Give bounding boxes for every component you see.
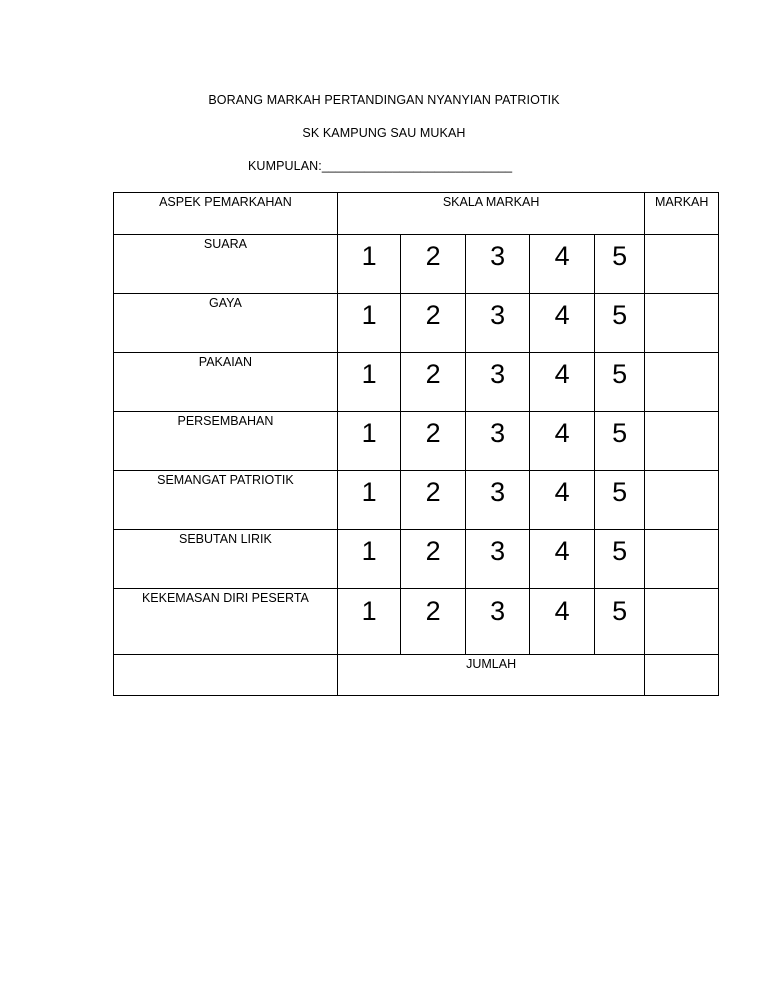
aspek-label: PERSEMBAHAN	[177, 414, 274, 428]
scale-value: 1	[361, 241, 377, 271]
aspek-cell	[114, 235, 338, 294]
scale-value: 5	[612, 241, 628, 271]
markah-input-cell[interactable]	[645, 353, 719, 412]
table-header-row	[114, 193, 719, 235]
scale-option[interactable]	[594, 412, 644, 471]
aspek-cell	[114, 294, 338, 353]
scale-option[interactable]	[337, 412, 401, 471]
aspek-label: GAYA	[208, 296, 242, 310]
scale-option[interactable]	[465, 412, 530, 471]
scale-value: 5	[612, 359, 628, 389]
scale-value: 2	[425, 536, 441, 566]
aspek-cell	[114, 589, 338, 655]
scale-option[interactable]	[594, 294, 644, 353]
scale-option[interactable]	[337, 471, 401, 530]
table-row	[114, 294, 719, 353]
scale-value: 5	[612, 596, 628, 626]
scale-option[interactable]	[594, 235, 644, 294]
table-row	[114, 471, 719, 530]
group-name-field[interactable]: KUMPULAN:___________________________	[248, 159, 513, 173]
markah-input-cell[interactable]	[645, 412, 719, 471]
aspek-label: SEBUTAN LIRIK	[178, 532, 272, 546]
scale-value: 2	[425, 241, 441, 271]
scale-option[interactable]	[337, 235, 401, 294]
scale-option[interactable]	[401, 353, 466, 412]
scale-value: 1	[361, 359, 377, 389]
scale-option[interactable]	[530, 353, 595, 412]
scale-option[interactable]	[530, 471, 595, 530]
scale-value: 1	[361, 300, 377, 330]
total-markah-cell[interactable]	[645, 655, 719, 696]
header-aspek-label: ASPEK PEMARKAHAN	[159, 195, 292, 209]
scale-value: 3	[490, 418, 506, 448]
scale-value: 4	[554, 477, 570, 507]
scale-option[interactable]	[401, 589, 466, 655]
scale-option[interactable]	[594, 589, 644, 655]
scale-value: 1	[361, 418, 377, 448]
scale-value: 4	[554, 418, 570, 448]
aspek-label: PAKAIAN	[198, 355, 253, 369]
table-row	[114, 235, 719, 294]
scale-value: 3	[490, 536, 506, 566]
score-table	[113, 192, 719, 696]
scale-value: 3	[490, 477, 506, 507]
scale-option[interactable]	[465, 589, 530, 655]
scale-option[interactable]	[594, 530, 644, 589]
scale-value: 3	[490, 596, 506, 626]
scale-option[interactable]	[337, 589, 401, 655]
scale-option[interactable]	[337, 353, 401, 412]
scale-option[interactable]	[530, 294, 595, 353]
header-aspek	[114, 193, 338, 235]
aspek-label: SUARA	[203, 237, 247, 251]
total-label-cell	[337, 655, 645, 696]
table-row	[114, 530, 719, 589]
aspek-cell	[114, 471, 338, 530]
scale-value: 1	[361, 536, 377, 566]
scale-value: 2	[425, 418, 441, 448]
scale-value: 2	[425, 359, 441, 389]
table-row	[114, 353, 719, 412]
scale-value: 3	[490, 300, 506, 330]
markah-input-cell[interactable]	[645, 589, 719, 655]
scale-value: 4	[554, 300, 570, 330]
scale-value: 4	[554, 359, 570, 389]
scale-value: 2	[425, 477, 441, 507]
scale-value: 5	[612, 418, 628, 448]
scale-value: 4	[554, 536, 570, 566]
header-markah-label: MARKAH	[654, 195, 709, 209]
scale-option[interactable]	[530, 530, 595, 589]
scale-option[interactable]	[465, 294, 530, 353]
total-empty-cell	[114, 655, 338, 696]
aspek-cell	[114, 353, 338, 412]
scale-value: 2	[425, 596, 441, 626]
scale-value: 1	[361, 596, 377, 626]
scale-value: 3	[490, 359, 506, 389]
scale-option[interactable]	[337, 294, 401, 353]
scale-option[interactable]	[401, 471, 466, 530]
table-row	[114, 589, 719, 655]
aspek-cell	[114, 530, 338, 589]
scale-value: 5	[612, 477, 628, 507]
scale-option[interactable]	[465, 353, 530, 412]
table-row	[114, 412, 719, 471]
scale-option[interactable]	[465, 471, 530, 530]
scale-value: 3	[490, 241, 506, 271]
scale-value: 2	[425, 300, 441, 330]
aspek-label: SEMANGAT PATRIOTIK	[157, 473, 294, 487]
scale-option[interactable]	[401, 530, 466, 589]
scale-value: 5	[612, 536, 628, 566]
scale-option[interactable]	[465, 530, 530, 589]
total-row	[114, 655, 719, 696]
markah-input-cell[interactable]	[645, 294, 719, 353]
scale-value: 4	[554, 596, 570, 626]
scale-option[interactable]	[401, 412, 466, 471]
scale-option[interactable]	[465, 235, 530, 294]
markah-input-cell[interactable]	[645, 530, 719, 589]
scale-option[interactable]	[594, 471, 644, 530]
total-label: JUMLAH	[466, 657, 517, 671]
scale-option[interactable]	[530, 412, 595, 471]
school-name: SK KAMPUNG SAU MUKAH	[302, 126, 466, 140]
scale-option[interactable]	[401, 294, 466, 353]
scale-option[interactable]	[530, 589, 595, 655]
markah-input-cell[interactable]	[645, 235, 719, 294]
aspek-cell	[114, 412, 338, 471]
header-skala	[337, 193, 645, 235]
header-skala-label: SKALA MARKAH	[442, 195, 540, 209]
scale-option[interactable]	[530, 235, 595, 294]
aspek-label: KEKEMASAN DIRI PESERTA	[141, 591, 309, 605]
scale-value: 5	[612, 300, 628, 330]
form-title: BORANG MARKAH PERTANDINGAN NYANYIAN PATRIOTIK	[208, 93, 560, 107]
scale-value: 4	[554, 241, 570, 271]
scale-option[interactable]	[337, 530, 401, 589]
markah-input-cell[interactable]	[645, 471, 719, 530]
scale-option[interactable]	[594, 353, 644, 412]
scale-option[interactable]	[401, 235, 466, 294]
scale-value: 1	[361, 477, 377, 507]
header-markah	[645, 193, 719, 235]
